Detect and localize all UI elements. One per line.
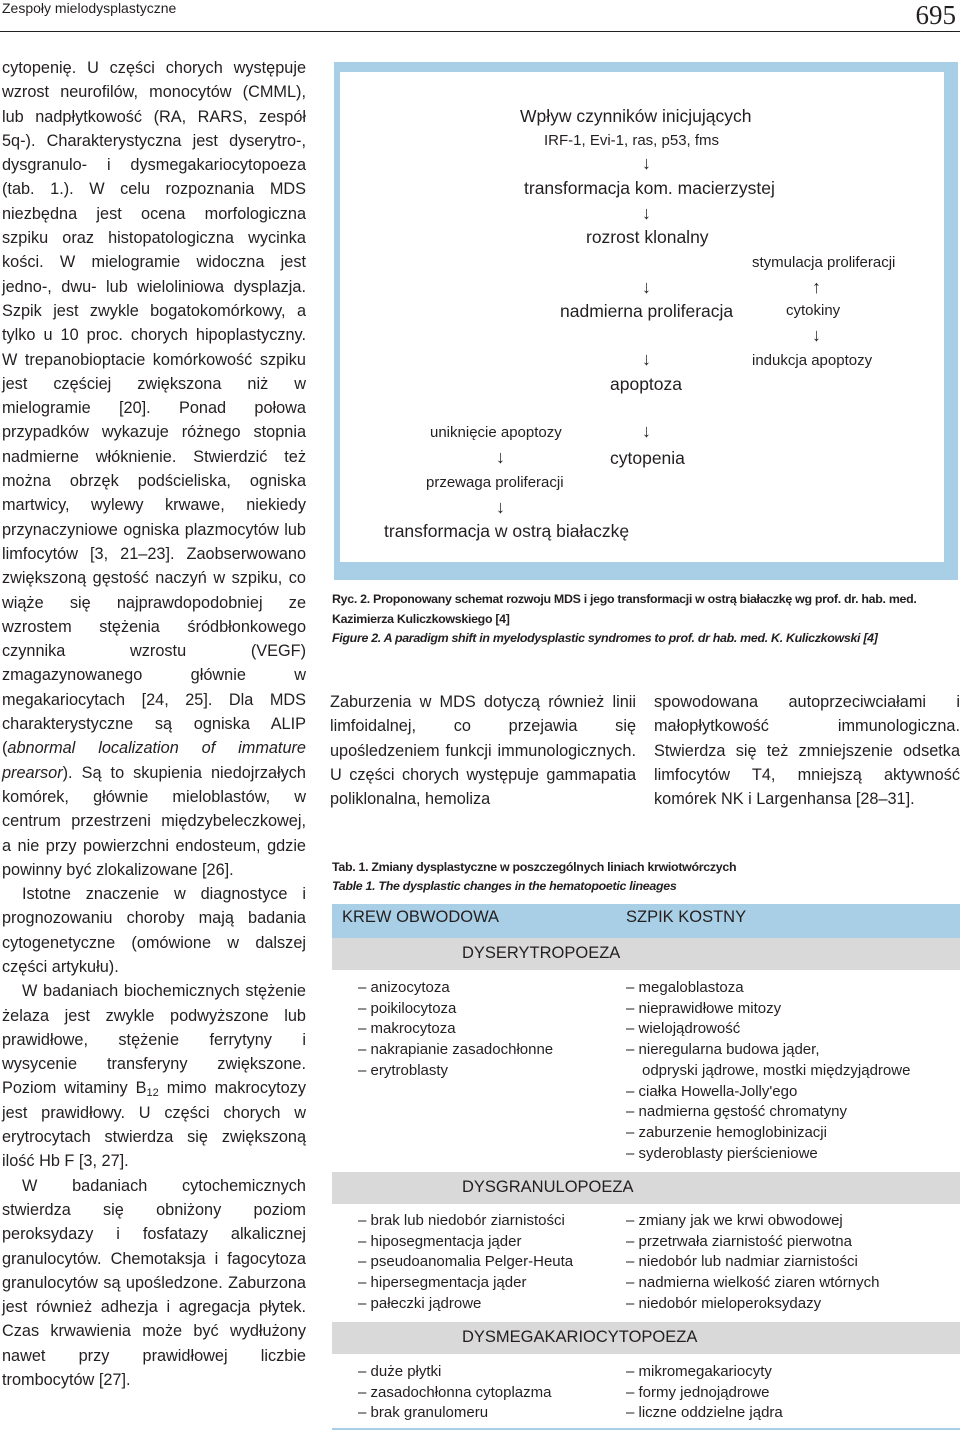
table-caption-pl: Tab. 1. Zmiany dysplastyczne w poszczególnych liniach krwiotwórczych — [332, 860, 737, 874]
figure-left-proliferation-advantage: przewaga proliferacji — [426, 474, 564, 491]
list-item: – nadmierna gęstość chromatyny — [626, 1102, 910, 1123]
paragraph-3: W badaniach biochemicznych stężenie żelaza jest zwykle podwyższone lub prawidłowe, stężenie ferrytyny i wysycenie transferyny zwiększone. Poziom witaminy $B_{12}$ mimo makrocytozy jest prawidłowy. U części chorych w erytrocytach stwierdza się zwiększoną ilość Hb F [3, 27]. — [2, 982, 306, 1171]
list-item: – brak granulomeru — [358, 1403, 551, 1424]
list-item: odpryski jądrowe, mostki międzyjądrowe — [642, 1061, 911, 1079]
list-item: – ciałka Howella-Jolly'ego — [626, 1082, 910, 1103]
list-item: – mikromegakariocyty — [626, 1362, 783, 1383]
list-item: – nadmierna wielkość ziaren wtórnych — [626, 1273, 879, 1294]
figure-caption-pl: Ryc. 2. Proponowany schemat rozwoju MDS i jego transformacji w ostrą białaczkę wg prof. dr. hab. med. Kazimierza Kuliczkowskiego [4] — [332, 592, 917, 626]
figure-right-apoptosis-induction: indukcja apoptozy — [752, 352, 873, 369]
figure-right-cytokines: cytokiny — [786, 302, 841, 319]
list-item: – pałeczki jądrowe — [358, 1294, 573, 1315]
arrow-down-icon: ↓ — [642, 349, 651, 369]
section-2-left-list — [358, 1211, 573, 1315]
arrow-down-icon: ↓ — [642, 421, 651, 441]
table-bottom-rule — [332, 1428, 960, 1430]
figure-caption — [332, 590, 960, 649]
section-title-dyserythropoiesis: DYSERYTROPOEZA — [462, 944, 621, 962]
table-caption-en: Table 1. The dysplastic changes in the hematopoetic lineages — [332, 879, 677, 893]
list-item: – syderoblasty pierścieniowe — [626, 1144, 910, 1165]
table-col-bone-marrow: SZPIK KOSTNY — [626, 908, 747, 926]
figure-left-avoid-apoptosis: uniknięcie apoptozy — [430, 424, 562, 441]
figure-right-stimulation: stymulacja proliferacji — [752, 254, 896, 271]
list-item: – zmiany jak we krwi obwodowej — [626, 1211, 879, 1232]
left-column-text — [2, 56, 306, 1392]
list-item: – zaburzenie hemoglobinizacji — [626, 1123, 910, 1144]
list-item: – niedobór lub nadmiar ziarnistości — [626, 1252, 879, 1273]
paragraph-4: W badaniach cytochemicznych stwierdza się obniżony poziom peroksydazy i fosfatazy alkalicznej granulocytów. Chemotaksja i fagocytoza granulocytów są upośledzone. Zaburzona jest również adhezja i agregacja płytek. Czas krwawienia może być wydłużony nawet przy prawidłowej liczbie trombocytów [27]. — [2, 1176, 306, 1390]
list-item: – pseudoanomalia Pelger-Heuta — [358, 1252, 573, 1273]
figure-step-proliferation: nadmierna proliferacja — [560, 301, 734, 321]
list-item: – anizocytoza — [358, 978, 553, 999]
list-item: – formy jednojądrowe — [626, 1383, 783, 1404]
list-item: – megaloblastoza — [626, 978, 910, 999]
list-item: – brak lub niedobór ziarnistości — [358, 1211, 573, 1232]
page-number: 695 — [915, 0, 956, 30]
list-item: – nieregularna budowa jąder, — [626, 1040, 910, 1061]
figure-step-apoptosis: apoptoza — [610, 374, 683, 394]
arrow-down-icon: ↓ — [812, 325, 821, 345]
list-item: – liczne oddzielne jądra — [626, 1403, 783, 1424]
figure-subtitle: IRF-1, Evi-1, ras, p53, fms — [544, 132, 720, 149]
middle-text-column-b: spowodowana autoprzeciwciałami i małopłytkowość immunologiczna. Stwierdza się też zmniejszenie odsetka limfocytów T4, mniejszą aktywność komórek NK i Largenhansa [28–31]. — [654, 693, 960, 809]
arrow-down-icon: ↓ — [642, 153, 651, 173]
section-title-dysmegakaryocytopoiesis: DYSMEGAKARIOCYTOPOEZA — [462, 1328, 698, 1346]
arrow-down-icon: ↓ — [642, 203, 651, 223]
section-2-right-list — [626, 1211, 879, 1315]
figure-step-transformation: transformacja kom. macierzystej — [524, 178, 775, 198]
table-section-bar — [332, 938, 960, 970]
list-item: – hiposegmentacja jąder — [358, 1232, 573, 1253]
section-title-dysgranulopoiesis: DYSGRANULOPOEZA — [462, 1178, 634, 1196]
paragraph-2: Istotne znaczenie w diagnostyce i prognozowaniu choroby mają badania cytogenetyczne (omówione w dalszej części artykułu). — [2, 885, 306, 976]
table-section-bar — [332, 1172, 960, 1204]
arrow-down-icon: ↓ — [496, 497, 505, 517]
figure-step-clonal: rozrost klonalny — [586, 227, 709, 247]
list-item: – poikilocytoza — [358, 999, 553, 1020]
list-item: – nieprawidłowe mitozy — [626, 999, 910, 1020]
section-3-left-list — [358, 1362, 551, 1424]
list-item: – przetrwała ziarnistość pierwotna — [626, 1232, 879, 1253]
arrow-up-icon: ↑ — [812, 277, 821, 297]
figure-left-leukemia: transformacja w ostrą białaczkę — [384, 521, 630, 541]
list-item: – niedobór mieloperoksydazy — [626, 1294, 879, 1315]
list-item: – duże płytki — [358, 1362, 551, 1383]
table-caption — [332, 858, 960, 896]
list-item: – erytroblasty — [358, 1061, 553, 1082]
figure-caption-en: Figure 2. A paradigm shift in myelodysplastic syndromes to prof. dr hab. med. K. Kuliczkowski [4] — [332, 631, 878, 645]
list-item: – makrocytoza — [358, 1019, 553, 1040]
middle-text-column-a: Zaburzenia w MDS dotyczą również linii limfoidalnej, co przejawia się upośledzeniem funkcji immunologicznych. U części chorych występuje gammapatia poliklonalna, hemoliza — [330, 693, 636, 809]
figure-diagram — [340, 72, 944, 562]
list-item: – hipersegmentacja jąder — [358, 1273, 573, 1294]
page-header — [0, 0, 960, 32]
figure-step-cytopenia: cytopenia — [610, 448, 685, 468]
figure-title: Wpływ czynników inicjujących — [520, 106, 752, 126]
list-item: – zasadochłonna cytoplazma — [358, 1383, 551, 1404]
paragraph-1: cytopenię. U części chorych występuje wzrost neurofilów, monocytów (CMML), lub nadpłytkowość (RA, RARS, zespół 5q-). Charakterystyczna jest dyserytro-, dysgranulo- i dysmegakariocytopoeza (tab. 1.). W celu rozpoznania MDS niezbędna jest ocena morfologiczna szpiku oraz histopatologiczna wycinka kości. W mielogramie widoczna jest jedno-, dwu- lub wieloliniowa dysplazja. Szpik jest zwykle bogatokomórkowy, a tylko u 10 proc. chorych hipoplastyczny. W trepanobioptacie komórkowość szpiku jest częściej zwiększona niż w mielogramie [20]. Ponad połowa przypadków wykazuje różnego stopnia nadmierne włóknienie. Stwierdzić też można obrzęk podścieliska, ogniska martwicy, wylewy krwawe, niekiedy przynaczyniowe ogniska plazmocytów lub limfocytów [3, 21–23]. Zaobserwowano zwiększoną gęstość naczyń w szpiku, co wiąże się najprawdopodobniej ze wzrostem stężenia śródbłonkowego czynnika wzrostu (VEGF) zmagazynowanego głównie w megakariocytach [24, 25]. Dla MDS charakterystyczne są ogniska ALIP (abnormal localization of immature prearsor). Są to skupienia niedojrzałych komórek, głównie mieloblastów, w centrum przestrzeni międzybeleczkowej, a nie przy powierzchni endosteum, gdzie powinny być zlokalizowane [26]. — [2, 59, 306, 879]
table-col-peripheral-blood: KREW OBWODOWA — [342, 908, 500, 926]
arrow-down-icon: ↓ — [496, 447, 505, 467]
arrow-down-icon: ↓ — [642, 277, 651, 297]
section-1-left-list — [358, 978, 553, 1082]
running-title: Zespoły mielodysplastyczne — [2, 0, 177, 16]
list-item: – nakrapianie zasadochłonne — [358, 1040, 553, 1061]
section-1-right-list — [626, 978, 910, 1164]
list-item: – wielojądrowość — [626, 1019, 910, 1040]
section-3-right-list — [626, 1362, 783, 1424]
